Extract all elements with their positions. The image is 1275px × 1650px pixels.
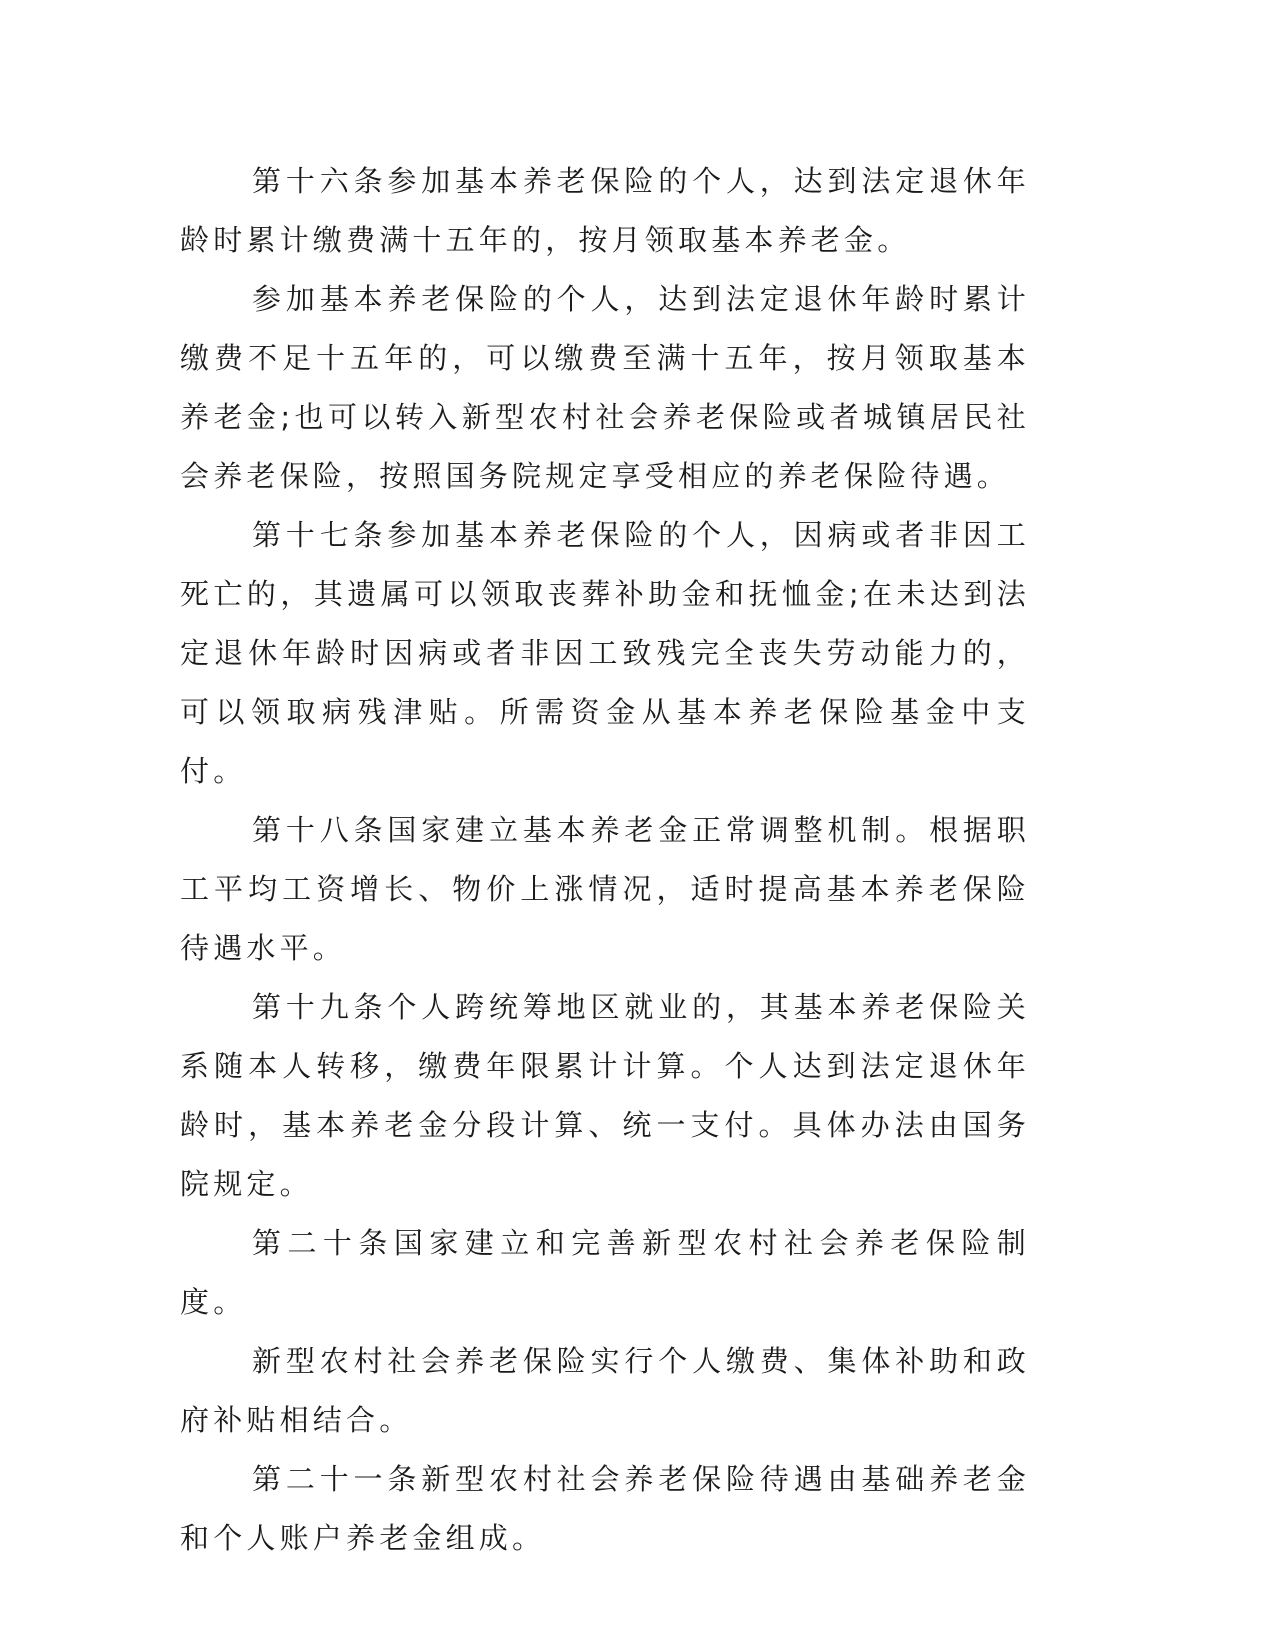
paragraph-article-16: 第十六条参加基本养老保险的个人，达到法定退休年龄时累计缴费满十五年的，按月领取基本养老金。 [180, 164, 1030, 257]
paragraph-article-17: 第十七条参加基本养老保险的个人，因病或者非因工死亡的，其遗属可以领取丧葬补助金和抚恤金;在未达到法定退休年龄时因病或者非因工致残完全丧失劳动能力的，可以领取病残津贴。所需资金从基本养老保险基金中支付。 [180, 518, 1030, 788]
paragraph-article-18: 第十八条国家建立基本养老金正常调整机制。根据职工平均工资增长、物价上涨情况，适时提高基本养老保险待遇水平。 [180, 813, 1030, 965]
paragraph-article-16-clause-2: 参加基本养老保险的个人，达到法定退休年龄时累计缴费不足十五年的，可以缴费至满十五年，按月领取基本养老金;也可以转入新型农村社会养老保险或者城镇居民社会养老保险，按照国务院规定享受相应的养老保险待遇。 [180, 282, 1030, 493]
paragraph-article-19: 第十九条个人跨统筹地区就业的，其基本养老保险关系随本人转移，缴费年限累计计算。个人达到法定退休年龄时，基本养老金分段计算、统一支付。具体办法由国务院规定。 [180, 990, 1030, 1201]
paragraph-article-20-clause-2: 新型农村社会养老保险实行个人缴费、集体补助和政府补贴相结合。 [180, 1344, 1030, 1437]
paragraph-article-20: 第二十条国家建立和完善新型农村社会养老保险制度。 [180, 1226, 1030, 1319]
document-page [180, 152, 1030, 1568]
paragraph-article-21: 第二十一条新型农村社会养老保险待遇由基础养老金和个人账户养老金组成。 [180, 1462, 1030, 1555]
